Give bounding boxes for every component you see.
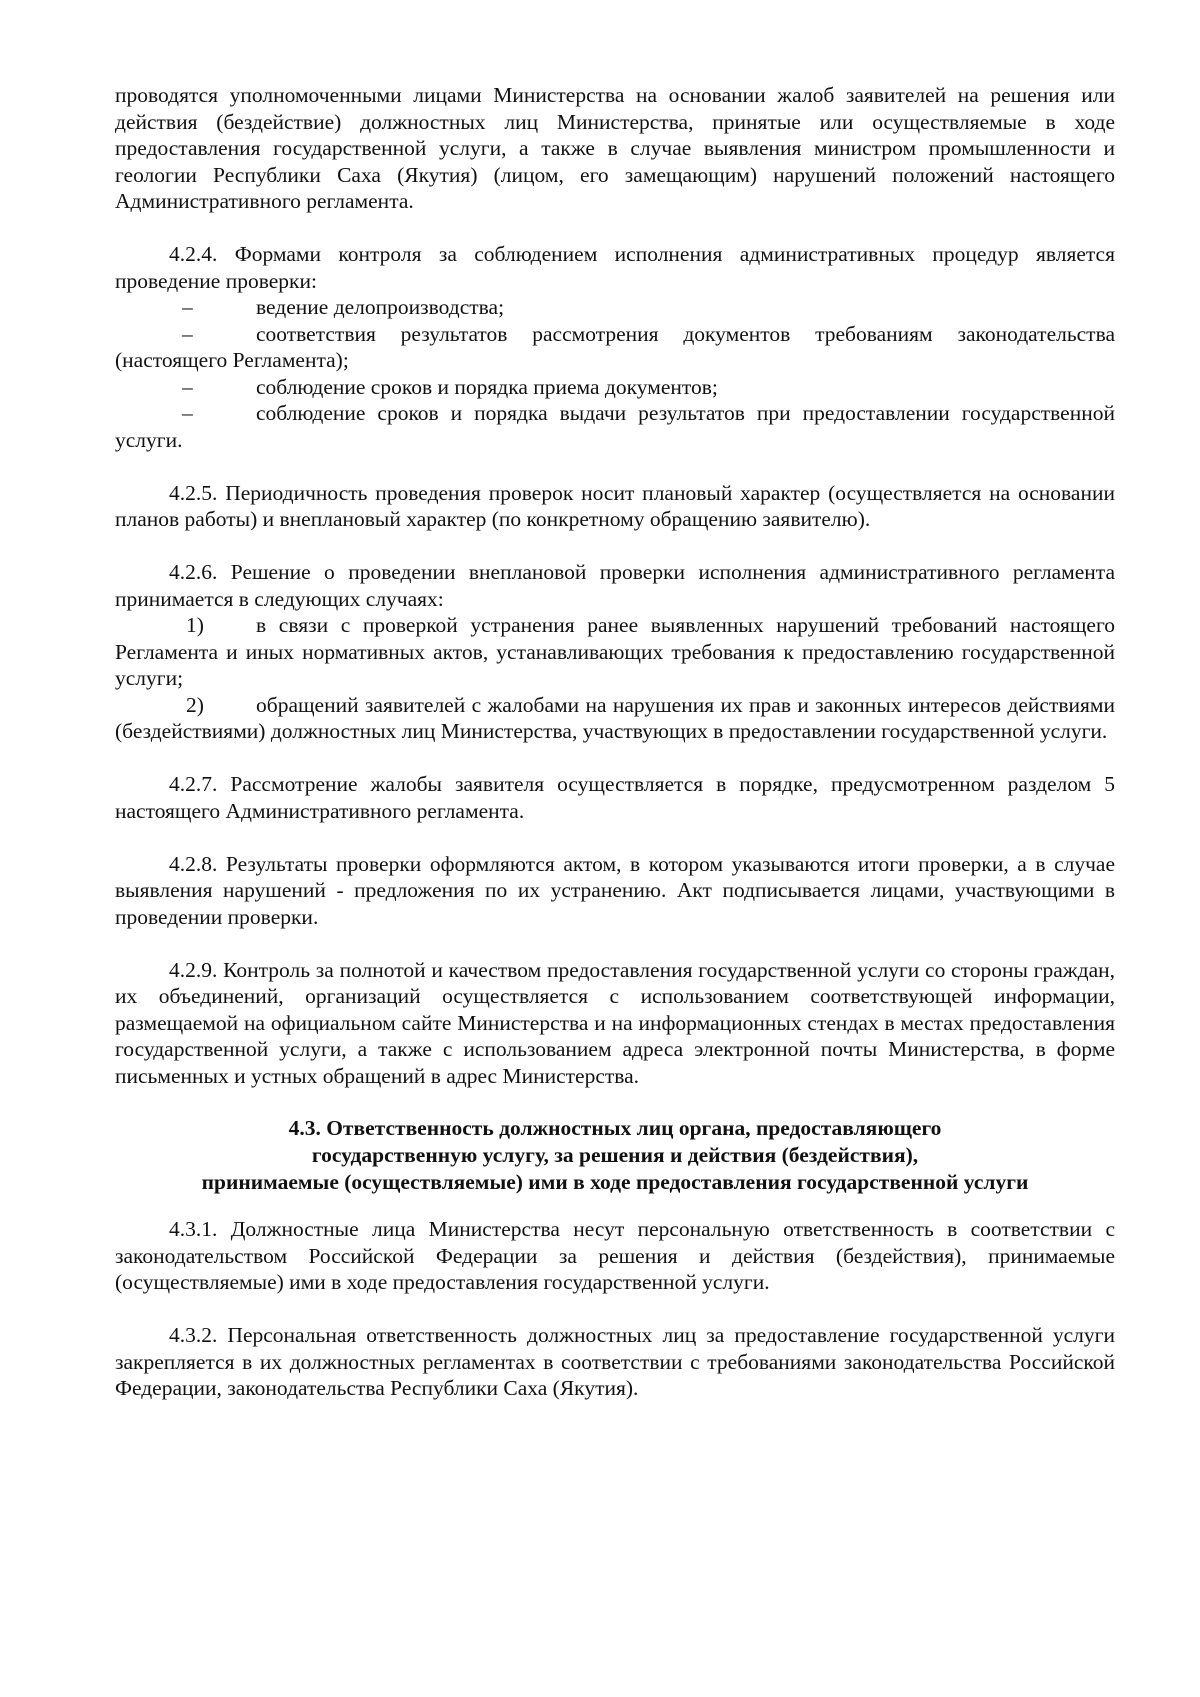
dash-marker: – — [182, 401, 193, 425]
list-item — [115, 294, 1115, 321]
paragraph-4-2-6: 4.2.6. Решение о проведении внеплановой проверки исполнения административного регламента принимается в следующих случаях: — [115, 560, 1115, 611]
paragraph-4-3-1: 4.3.1. Должностные лица Министерства несут персональную ответственность в соответствии с законодательством Российской Федерации за решения и действия (бездействия), принимаемые (осуществляемые) ими в ходе предоставления государственной услуги. — [115, 1217, 1115, 1294]
document-page — [115, 82, 1115, 1402]
paragraph-4-2-8: 4.2.8. Результаты проверки оформляются актом, в котором указываются итоги проверки, а в случае выявления нарушений - предложения по их устранению. Акт подписывается лицами, участвующими в проведении проверки. — [115, 851, 1115, 929]
paragraph-4-3-2: 4.3.2. Персональная ответственность должностных лиц за предоставление государственной услуги закрепляется в их должностных регламентах в соответствии с требованиями законодательства Российской Федерации, законодательства Республики Саха (Якутия). — [115, 1323, 1115, 1400]
list-item — [115, 692, 1115, 745]
list-item-text: соблюдение сроков и порядка выдачи результатов при предоставлении государственной услуги. — [115, 401, 1115, 452]
list-item-text: ведение делопроизводства; — [256, 295, 505, 319]
list-item — [115, 400, 1115, 453]
paragraph-4-2-7: 4.2.7. Рассмотрение жалобы заявителя осуществляется в порядке, предусмотренном разделом 5 настоящего Административного регламента. — [115, 772, 1115, 823]
paragraph-continuation: проводятся уполномоченными лицами Министерства на основании жалоб заявителей на решения или действия (бездействие) должностных лиц Министерства, принятые или осуществляемые в ходе предоставления государственной услуги, а также в случае выявления министром промышленности и геологии Республики Саха (Якутия) (лицом, его замещающим) нарушений положений настоящего Административного регламента. — [115, 83, 1115, 213]
list-item — [115, 321, 1115, 374]
paragraph-4-2-4: 4.2.4. Формами контроля за соблюдением исполнения административных процедур является проведение проверки: — [115, 242, 1115, 293]
list-item-text: обращений заявителей с жалобами на нарушения их прав и законных интересов действиями (бездействиями) должностных лиц Министерства, участвующих в предоставлении государственной услуги. — [115, 692, 1115, 743]
paragraph-4-2-5: 4.2.5. Периодичность проведения проверок носит плановый характер (осуществляется на основании планов работы) и внеплановый характер (по конкретному обращению заявителю). — [115, 480, 1115, 531]
dash-marker: – — [182, 321, 193, 346]
paragraph-4-2-9: 4.2.9. Контроль за полнотой и качеством предоставления государственной услуги со стороны граждан, их объединений, организаций осуществляется с использованием соответствующей информации, размещаемой на официальном сайте Министерства и на информационных стендах в местах предоставления государственной услуги, а также с использованием адреса электронной почты Министерства, в форме письменных и устных обращений в адрес Министерства. — [115, 957, 1115, 1088]
section-heading-4-3 — [115, 1115, 1115, 1196]
number-marker: 2) — [186, 692, 204, 717]
dash-marker: – — [182, 374, 193, 399]
list-item-text: в связи с проверкой устранения ранее выявленных нарушений требований настоящего Регламента и иных нормативных актов, устанавливающих требования к предоставлению государственной услуги; — [115, 613, 1115, 690]
list-item — [115, 612, 1115, 692]
list-item-text: соблюдение сроков и порядка приема документов; — [256, 374, 718, 399]
heading-line: 4.3. Ответственность должностных лиц органа, предоставляющего — [288, 1116, 942, 1140]
list-item — [115, 374, 1115, 401]
heading-line: государственную услугу, за решения и действия (бездействия), — [311, 1143, 919, 1167]
list-item-text: соответствия результатов рассмотрения документов требованиям законодательства (настоящего Регламента); — [115, 321, 1115, 372]
number-marker: 1) — [186, 613, 204, 637]
heading-line: принимаемые (осуществляемые) ими в ходе предоставления государственной услуги — [201, 1170, 1029, 1194]
dash-marker: – — [182, 295, 193, 319]
